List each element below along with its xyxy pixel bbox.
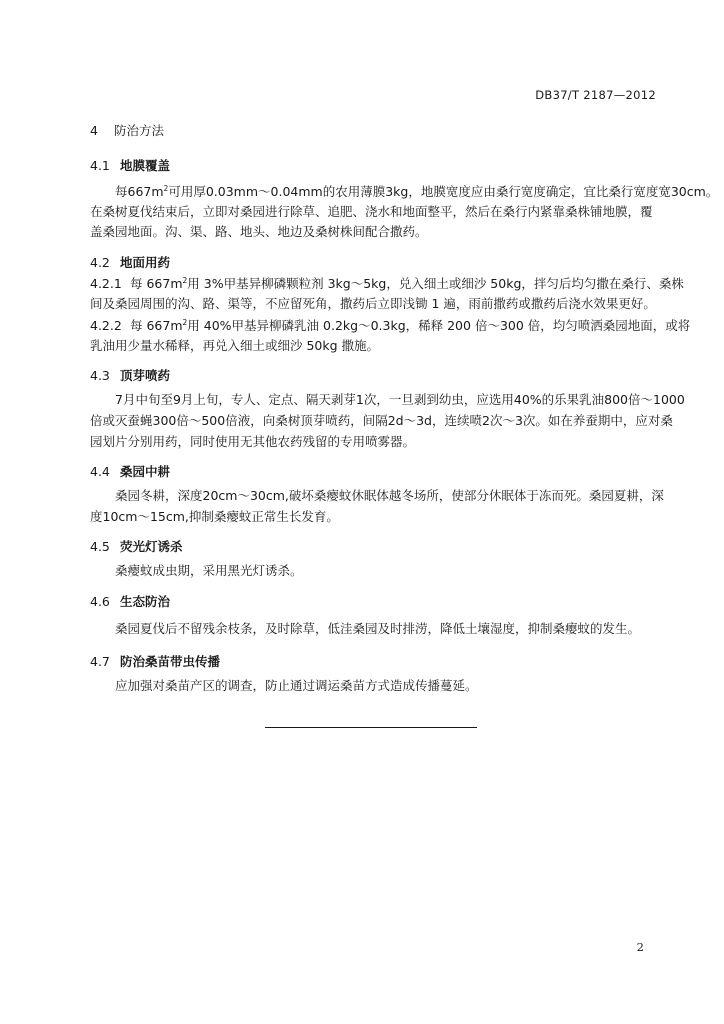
section-4-heading [90, 121, 164, 139]
section-title: 桑园中耕 [120, 464, 171, 479]
paragraph-line: 桑园夏伐后不留残余枝条，及时除草，低洼桑园及时排涝，降低土壤湿度，抑制桑瘿蚊的发生。 [115, 621, 641, 636]
section-number: 4 [90, 123, 98, 138]
section-4-6-heading [90, 592, 170, 610]
section-number: 4.1 [90, 158, 110, 173]
paragraph-line: 度10cm～15cm,抑制桑瘿蚊正常生长发育。 [90, 509, 339, 524]
section-number: 4.4 [90, 464, 110, 479]
paragraph-line: 桑园冬耕，深度20cm～30cm,破坏桑瘿蚊休眠体越冬场所，使部分休眠体于冻而死。桑园夏耕，深 [115, 488, 664, 503]
section-title: 地膜覆盖 [120, 158, 171, 173]
section-number: 4.7 [90, 654, 110, 669]
paragraph-line: 每$667m^2$可用厚0.03mm～0.04mm的农用薄膜3kg，地膜宽度应由桑行宽度确定，宜比桑行宽度宽30cm。 [115, 184, 719, 199]
end-rule [265, 727, 477, 728]
section-4-1-heading [90, 156, 170, 174]
section-number: 4.6 [90, 594, 110, 609]
paragraph-line: 应加强对桑苗产区的调查，防止通过调运桑苗方式造成传播蔓延。 [115, 678, 478, 693]
paragraph-line: 4.2.1 每 $667m^2$用 3%甲基异柳磷颗粒剂 3kg～5kg，兑入细土或细沙 50kg，拌匀后均匀撒在桑行、桑株 [90, 276, 684, 291]
paragraph-line: 桑瘿蚊成虫期，采用黑光灯诱杀。 [115, 563, 303, 578]
page-number: 2 [636, 940, 644, 954]
paragraph-line: 倍或灭蚕蝇300倍～500倍液，向桑树顶芽喷药，间隔2d～3d，连续喷2次～3次。如在养蚕期中，应对桑 [90, 413, 673, 428]
paragraph-line: 盖桑园地面。沟、渠、路、地头、地边及桑树株间配合撒药。 [90, 224, 428, 239]
section-title: 防治桑苗带虫传播 [120, 654, 221, 669]
section-4-5-heading [90, 537, 183, 555]
section-number: 4.3 [90, 368, 110, 383]
paragraph-line: 4.2.2 每 $667m^2$用 40%甲基异柳磷乳油 0.2kg～0.3kg，稀释 200 倍～300 倍，均匀喷洒桑园地面，或将 [90, 318, 691, 333]
section-4-7-heading [90, 652, 220, 670]
section-number: 4.5 [90, 539, 110, 554]
section-4-3-heading [90, 366, 170, 384]
section-title: 防治方法 [114, 123, 165, 138]
section-title: 顶芽喷药 [120, 368, 171, 383]
paragraph-line: 间及桑园周围的沟、路、渠等，不应留死角，撒药后立即浅锄 1 遍，雨前撒药或撒药后浇水效果更好。 [90, 296, 656, 311]
section-4-2-heading [90, 253, 170, 271]
section-number: 4.2 [90, 255, 110, 270]
section-title: 地面用药 [120, 255, 171, 270]
paragraph-line: 7月中旬至9月上旬，专人、定点、隔天剥芽1次，一旦剥到幼虫，应选用40%的乐果乳油800倍～1000 [115, 392, 685, 407]
paragraph-line: 乳油用少量水稀释，再兑入细土或细沙 50kg 撒施。 [90, 338, 380, 353]
section-title: 荧光灯诱杀 [120, 539, 183, 554]
section-title: 生态防治 [120, 594, 171, 609]
paragraph-line: 园划片分别用药，同时使用无其他农药残留的专用喷雾器。 [90, 434, 416, 449]
paragraph-line: 在桑树夏伐结束后，立即对桑园进行除草、追肥、浇水和地面整平，然后在桑行内紧靠桑株铺地膜，覆 [90, 204, 653, 219]
document-code: DB37/T 2187—2012 [535, 88, 656, 102]
section-4-4-heading [90, 462, 170, 480]
